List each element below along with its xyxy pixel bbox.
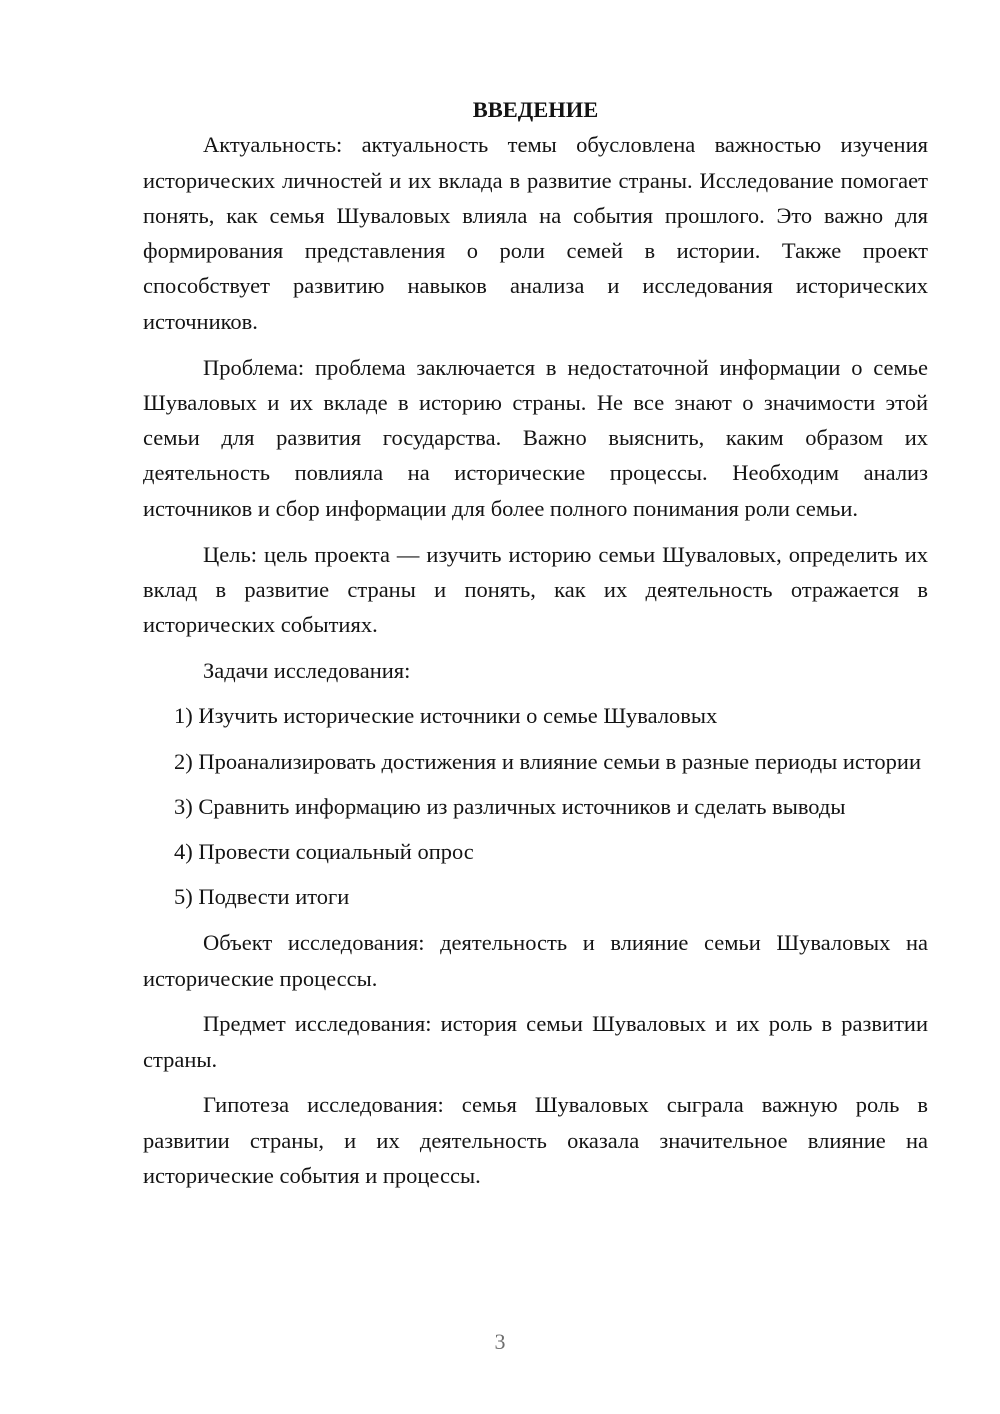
task-item-3: 3) Сравнить информацию из различных источников и сделать выводы (174, 793, 846, 819)
page-title: ВВЕДЕНИЕ (472, 97, 599, 122)
paragraph-subject: Предмет исследования: история семьи Шуваловых и их роль в развитии страны. (143, 1011, 928, 1072)
paragraph-relevance: Актуальность: актуальность темы обусловлена важностью изучения исторических личностей и их вклада в развитие страны. Исследование помогает понять, как семья Шуваловых влияла на события прошлого. Это важно для формирования представления о роли семей в истории. Также проект способствует развитию навыков анализа и исследования исторических источников. (143, 132, 928, 334)
task-item-1: 1) Изучить исторические источники о семье Шуваловых (174, 703, 718, 729)
task-item-5: 5) Подвести итоги (174, 884, 350, 910)
page-content (143, 92, 928, 1193)
paragraph-object: Объект исследования: деятельность и влияние семьи Шуваловых на исторические процессы. (143, 930, 928, 991)
page-number: 3 (494, 1329, 506, 1354)
paragraph-goal: Цель: цель проекта — изучить историю семьи Шуваловых, определить их вклад в развитие страны и понять, как их деятельность отражается в исторических событиях. (143, 541, 928, 638)
paragraph-hypothesis: Гипотеза исследования: семья Шуваловых сыграла важную роль в развитии страны, и их деятельность оказала значительное влияние на исторические события и процессы. (143, 1092, 928, 1189)
paragraph-problem: Проблема: проблема заключается в недостаточной информации о семье Шуваловых и их вкладе в историю страны. Не все знают о значимости этой семьи для развития государства. Важно выяснить, каким образом их деятельность повлияла на исторические процессы. Необходим анализ источников и сбор информации для более полного понимания роли семьи. (143, 354, 928, 521)
task-item-4: 4) Провести социальный опрос (174, 839, 474, 865)
tasks-heading: Задачи исследования: (203, 657, 411, 683)
task-item-2: 2) Проанализировать достижения и влияние семьи в разные периоды истории (174, 748, 922, 774)
